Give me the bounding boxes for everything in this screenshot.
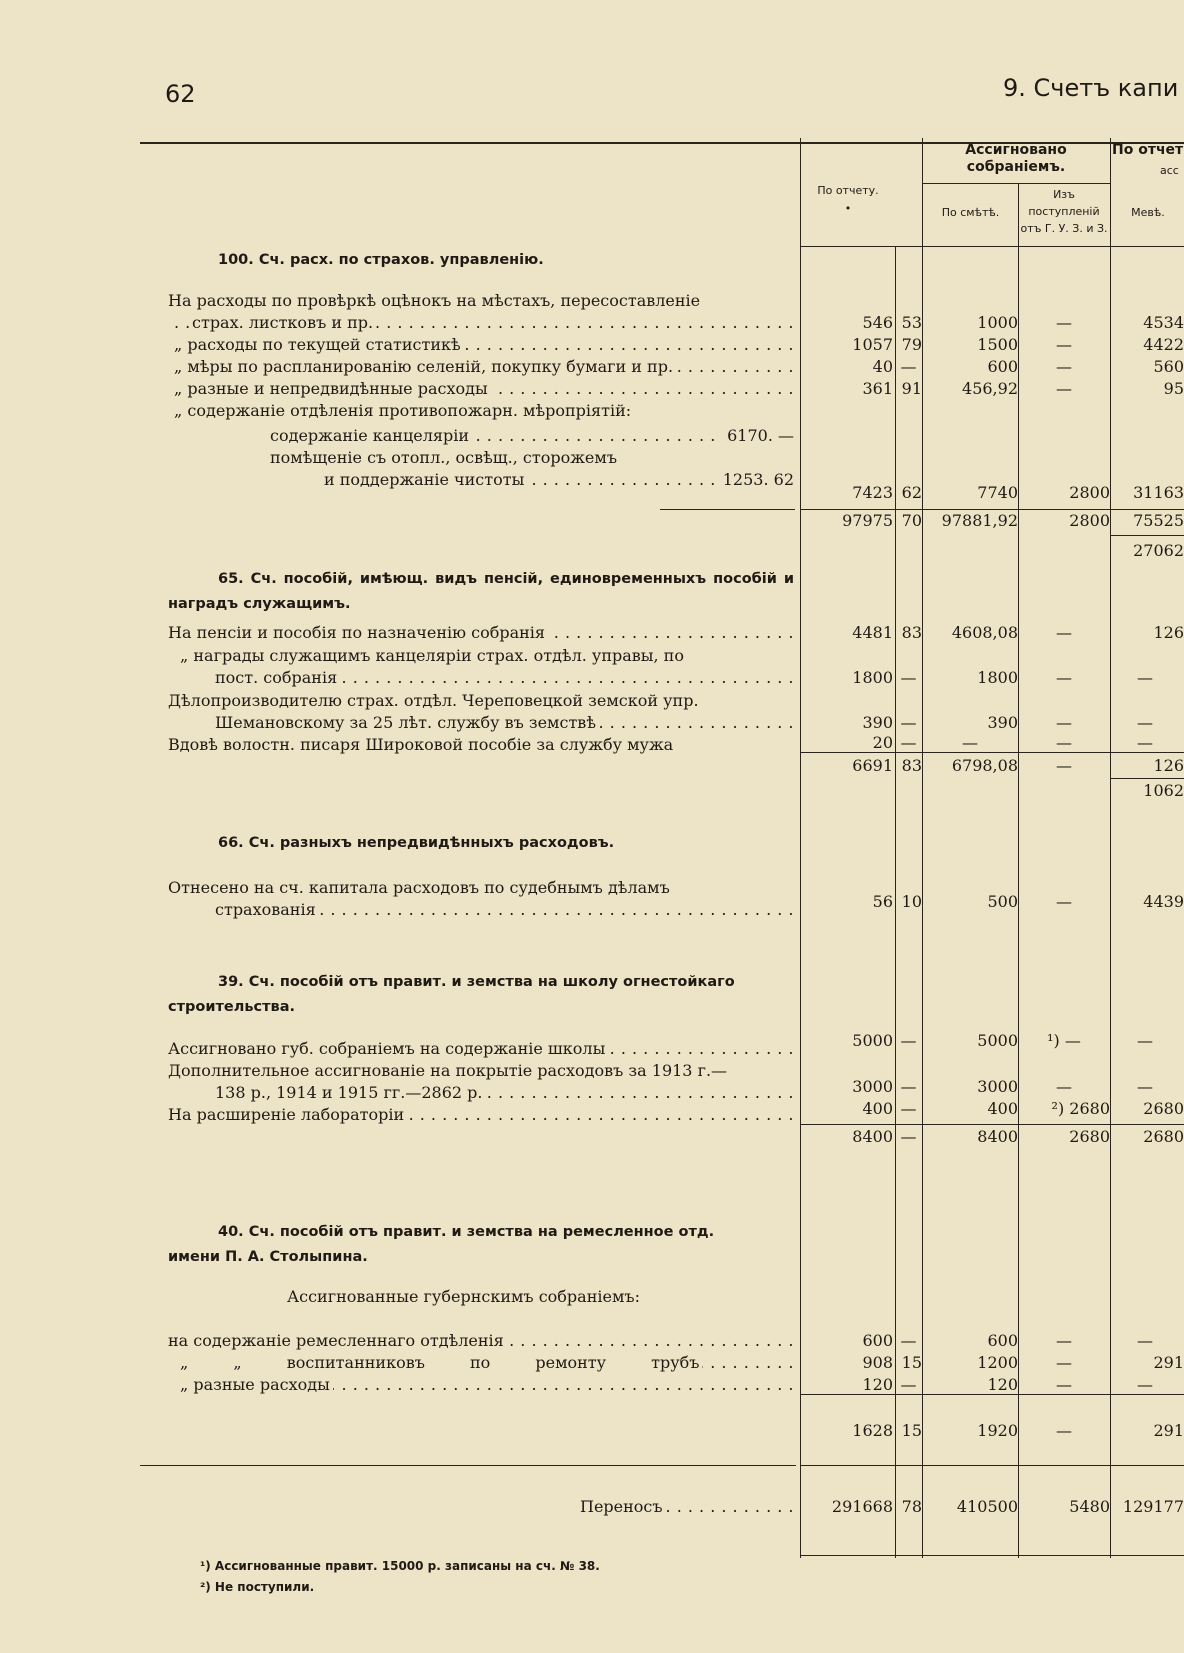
cell-kop: 10 — [901, 892, 922, 911]
row-text: Дополнительное ассигнованіе на покрытіе расходовъ за 1913 г.— — [168, 1060, 794, 1082]
total-kop: 70 — [901, 511, 922, 530]
cell-estimate: 1800 — [977, 668, 1018, 687]
cell-estimate: 4608,08 — [951, 623, 1018, 642]
cell-kop: 53 — [901, 313, 922, 332]
cell-right: 126 — [1153, 623, 1184, 642]
carry-report: 291668 — [831, 1497, 893, 1516]
cell-kop: 79 — [901, 335, 922, 354]
row-text: . . . Шемановскому за 25 лѣт. службу въ земствѣ — [215, 712, 794, 734]
cell-kop: — — [900, 1375, 917, 1394]
cell-right: 2680 — [1143, 1099, 1184, 1118]
page-header: 9. Счетъ капи — [1003, 74, 1179, 102]
cell-receipts: — — [1056, 1375, 1072, 1394]
cell-report: 400 — [862, 1099, 893, 1118]
cell-estimate: 600 — [987, 357, 1018, 376]
row-text: . . . страхованія — [215, 899, 794, 921]
col-header-months: Мевѣ. — [1131, 206, 1165, 219]
cell-kop: — — [900, 357, 917, 376]
cell-right: — — [1137, 1077, 1153, 1096]
cell-report: 1057 — [852, 335, 893, 354]
cell-estimate: — — [962, 733, 978, 752]
cell-kop: 91 — [901, 379, 922, 398]
cell-receipts: — — [1056, 335, 1072, 354]
section-title: 40. Сч. пособій отъ правит. и земства на ремесленное отд. имени П. А. Столыпина. — [168, 1224, 715, 1265]
carry-receipts: 5480 — [1069, 1497, 1110, 1516]
carry-kop: 78 — [901, 1497, 922, 1516]
cell-kop: — — [900, 1031, 917, 1050]
cell-receipts: ²) 2680 — [1051, 1099, 1110, 1118]
cell-kop: — — [900, 1099, 917, 1118]
section-title: 66. Сч. разныхъ непредвидѣнныхъ расходовъ. — [218, 835, 615, 851]
col-header-report: По отчету. — [817, 184, 879, 197]
cell-report: 908 — [862, 1353, 893, 1372]
cell-right: 31163 — [1133, 483, 1184, 502]
total-right-2: 27062 — [1133, 541, 1184, 560]
cell-kop: — — [900, 1331, 917, 1350]
cell-receipts: — — [1056, 623, 1072, 642]
total-right: 291 — [1153, 1421, 1184, 1440]
cell-kop: — — [900, 713, 917, 732]
cell-right: 4534 — [1143, 313, 1184, 332]
cell-right: 4439 — [1143, 892, 1184, 911]
cell-right: — — [1137, 1375, 1153, 1394]
total-estimate: 8400 — [977, 1127, 1018, 1146]
cell-receipts: ¹) — — [1047, 1031, 1081, 1050]
section-subtitle: Ассигнованные губернскимъ собраніемъ: — [287, 1286, 787, 1308]
total-kop: 15 — [901, 1421, 922, 1440]
cell-right: — — [1137, 713, 1153, 732]
cell-receipts: — — [1056, 357, 1072, 376]
cell-receipts: 2800 — [1069, 483, 1110, 502]
cell-right: 560 — [1153, 357, 1184, 376]
row-text: Отнесено на сч. капитала расходовъ по судебнымъ дѣламъ — [168, 877, 794, 899]
row-text: помѣщеніе съ отопл., освѣщ., сторожемъ — [270, 447, 794, 469]
cell-right: — — [1137, 1331, 1153, 1350]
cell-receipts: — — [1056, 668, 1072, 687]
cell-report: 361 — [862, 379, 893, 398]
cell-receipts: — — [1056, 1353, 1072, 1372]
cell-estimate: 3000 — [977, 1077, 1018, 1096]
row-text: „ награды служащимъ канцеляріи страх. отдѣл. управы, по — [180, 645, 794, 667]
total-right: 2680 — [1143, 1127, 1184, 1146]
row-text: . . . на содержаніе ремесленнаго отдѣленія — [168, 1330, 794, 1352]
cell-estimate: 7740 — [977, 483, 1018, 502]
cell-kop: — — [900, 668, 917, 687]
col-header-by-estimate: По смѣтѣ. — [941, 206, 1000, 219]
row-text: Вдовѣ волостн. писаря Широковой пособіе за службу мужа — [168, 734, 794, 756]
cell-report: 5000 — [852, 1031, 893, 1050]
cell-report: 546 — [862, 313, 893, 332]
col-header-report-mark: • — [844, 202, 852, 215]
cell-estimate: 456,92 — [962, 379, 1018, 398]
total-receipts: 2800 — [1069, 511, 1110, 530]
cell-kop: 83 — [901, 623, 922, 642]
row-text: . . . страх. листковъ и пр. — [168, 312, 794, 334]
cell-report: 20 — [872, 733, 893, 752]
row-text: . . . „ мѣры по распланированію селеній, покупку бумаги и пр. — [174, 356, 794, 378]
total-receipts: — — [1056, 756, 1072, 775]
row-text: . . . „ „ воспитанниковъ по ремонту трубъ — [180, 1352, 794, 1374]
row-text: . . . 138 р., 1914 и 1915 гг.—2862 р. — [215, 1082, 794, 1104]
cell-right: 291 — [1153, 1353, 1184, 1372]
cell-receipts: — — [1056, 313, 1072, 332]
cell-report: 120 — [862, 1375, 893, 1394]
total-kop: 83 — [901, 756, 922, 775]
carry-estimate: 410500 — [956, 1497, 1018, 1516]
cell-estimate: 600 — [987, 1331, 1018, 1350]
col-header-assigned: Ассигновано собраніемъ. — [965, 142, 1067, 175]
cell-report: 600 — [862, 1331, 893, 1350]
col-header-from-receipts: Изъ поступленій отъ Г. У. З. и З. — [1020, 188, 1108, 235]
cell-right: 4422 — [1143, 335, 1184, 354]
cell-receipts: — — [1056, 733, 1072, 752]
cell-right: — — [1137, 668, 1153, 687]
cell-report: 7423 — [852, 483, 893, 502]
cell-receipts: — — [1056, 379, 1072, 398]
row-text: . . . содержаніе канцеляріи 6170. — — [270, 425, 794, 447]
total-right-2: 1062 — [1143, 781, 1184, 800]
footnote-2: ²) Не поступили. — [200, 1580, 315, 1594]
section-title: 100. Сч. расх. по страхов. управленію. — [218, 252, 544, 268]
cell-report: 4481 — [852, 623, 893, 642]
cell-receipts: — — [1056, 892, 1072, 911]
cell-right: — — [1137, 1031, 1153, 1050]
carry-right: 129177 — [1122, 1497, 1184, 1516]
row-text: . . . „ разные и непредвидѣнные расходы — [174, 378, 794, 400]
row-text: На расходы по провѣркѣ оцѣнокъ на мѣстахъ, пересоставленіе — [168, 290, 794, 312]
section-title: 65. Сч. пособій, имѣющ. видъ пенсій, единовременныхъ пособій и наградъ служащимъ. — [168, 571, 794, 612]
cell-right: — — [1137, 733, 1153, 752]
cell-report: 3000 — [852, 1077, 893, 1096]
row-text: . . . Ассигновано губ. собраніемъ на содержаніе школы — [168, 1038, 794, 1060]
carry-label: . . . Переносъ — [580, 1496, 794, 1518]
total-kop: — — [900, 1127, 917, 1146]
total-report: 1628 — [852, 1421, 893, 1440]
row-text: . . . пост. собранія — [215, 667, 794, 689]
total-right: 126 — [1153, 756, 1184, 775]
cell-estimate: 500 — [987, 892, 1018, 911]
cell-kop: — — [900, 733, 917, 752]
row-text: . . . На расширеніе лабораторіи — [168, 1104, 794, 1126]
col-header-report-right: По отчет — [1112, 142, 1184, 158]
row-text: . . . „ разные расходы — [180, 1374, 794, 1396]
cell-estimate: 1000 — [977, 313, 1018, 332]
total-report: 97975 — [842, 511, 893, 530]
cell-estimate: 390 — [987, 713, 1018, 732]
cell-receipts: — — [1056, 1331, 1072, 1350]
col-header-report-right-sub: асс — [1160, 164, 1179, 177]
cell-receipts: — — [1056, 713, 1072, 732]
cell-kop: 62 — [901, 483, 922, 502]
row-text: . . . и поддержаніе чистоты 1253. 62 — [324, 469, 794, 491]
row-text: „ содержаніе отдѣленія противопожарн. мѣропріятій: — [174, 400, 794, 422]
cell-estimate: 400 — [987, 1099, 1018, 1118]
total-receipts: 2680 — [1069, 1127, 1110, 1146]
row-text: . . . „ расходы по текущей статистикѣ — [174, 334, 794, 356]
cell-report: 390 — [862, 713, 893, 732]
page-number: 62 — [165, 80, 196, 108]
cell-report: 56 — [872, 892, 893, 911]
cell-estimate: 1200 — [977, 1353, 1018, 1372]
cell-report: 1800 — [852, 668, 893, 687]
cell-estimate: 1500 — [977, 335, 1018, 354]
footnote-1: ¹) Ассигнованные правит. 15000 р. записаны на сч. № 38. — [200, 1559, 600, 1573]
row-text: . . . На пенсіи и пособія по назначенію собранія — [168, 622, 794, 644]
row-text: Дѣлопроизводителю страх. отдѣл. Череповецкой земской упр. — [168, 690, 794, 712]
total-estimate: 97881,92 — [941, 511, 1018, 530]
total-estimate: 6798,08 — [951, 756, 1018, 775]
total-right: 75525 — [1133, 511, 1184, 530]
cell-receipts: — — [1056, 1077, 1072, 1096]
cell-kop: 15 — [901, 1353, 922, 1372]
cell-kop: — — [900, 1077, 917, 1096]
cell-right: 95 — [1163, 379, 1184, 398]
total-receipts: — — [1056, 1421, 1072, 1440]
cell-report: 40 — [872, 357, 893, 376]
total-estimate: 1920 — [977, 1421, 1018, 1440]
cell-estimate: 5000 — [977, 1031, 1018, 1050]
total-report: 6691 — [852, 756, 893, 775]
section-title: 39. Сч. пособій отъ правит. и земства на школу огнестойкаго строительства. — [168, 974, 735, 1015]
total-report: 8400 — [852, 1127, 893, 1146]
cell-estimate: 120 — [987, 1375, 1018, 1394]
